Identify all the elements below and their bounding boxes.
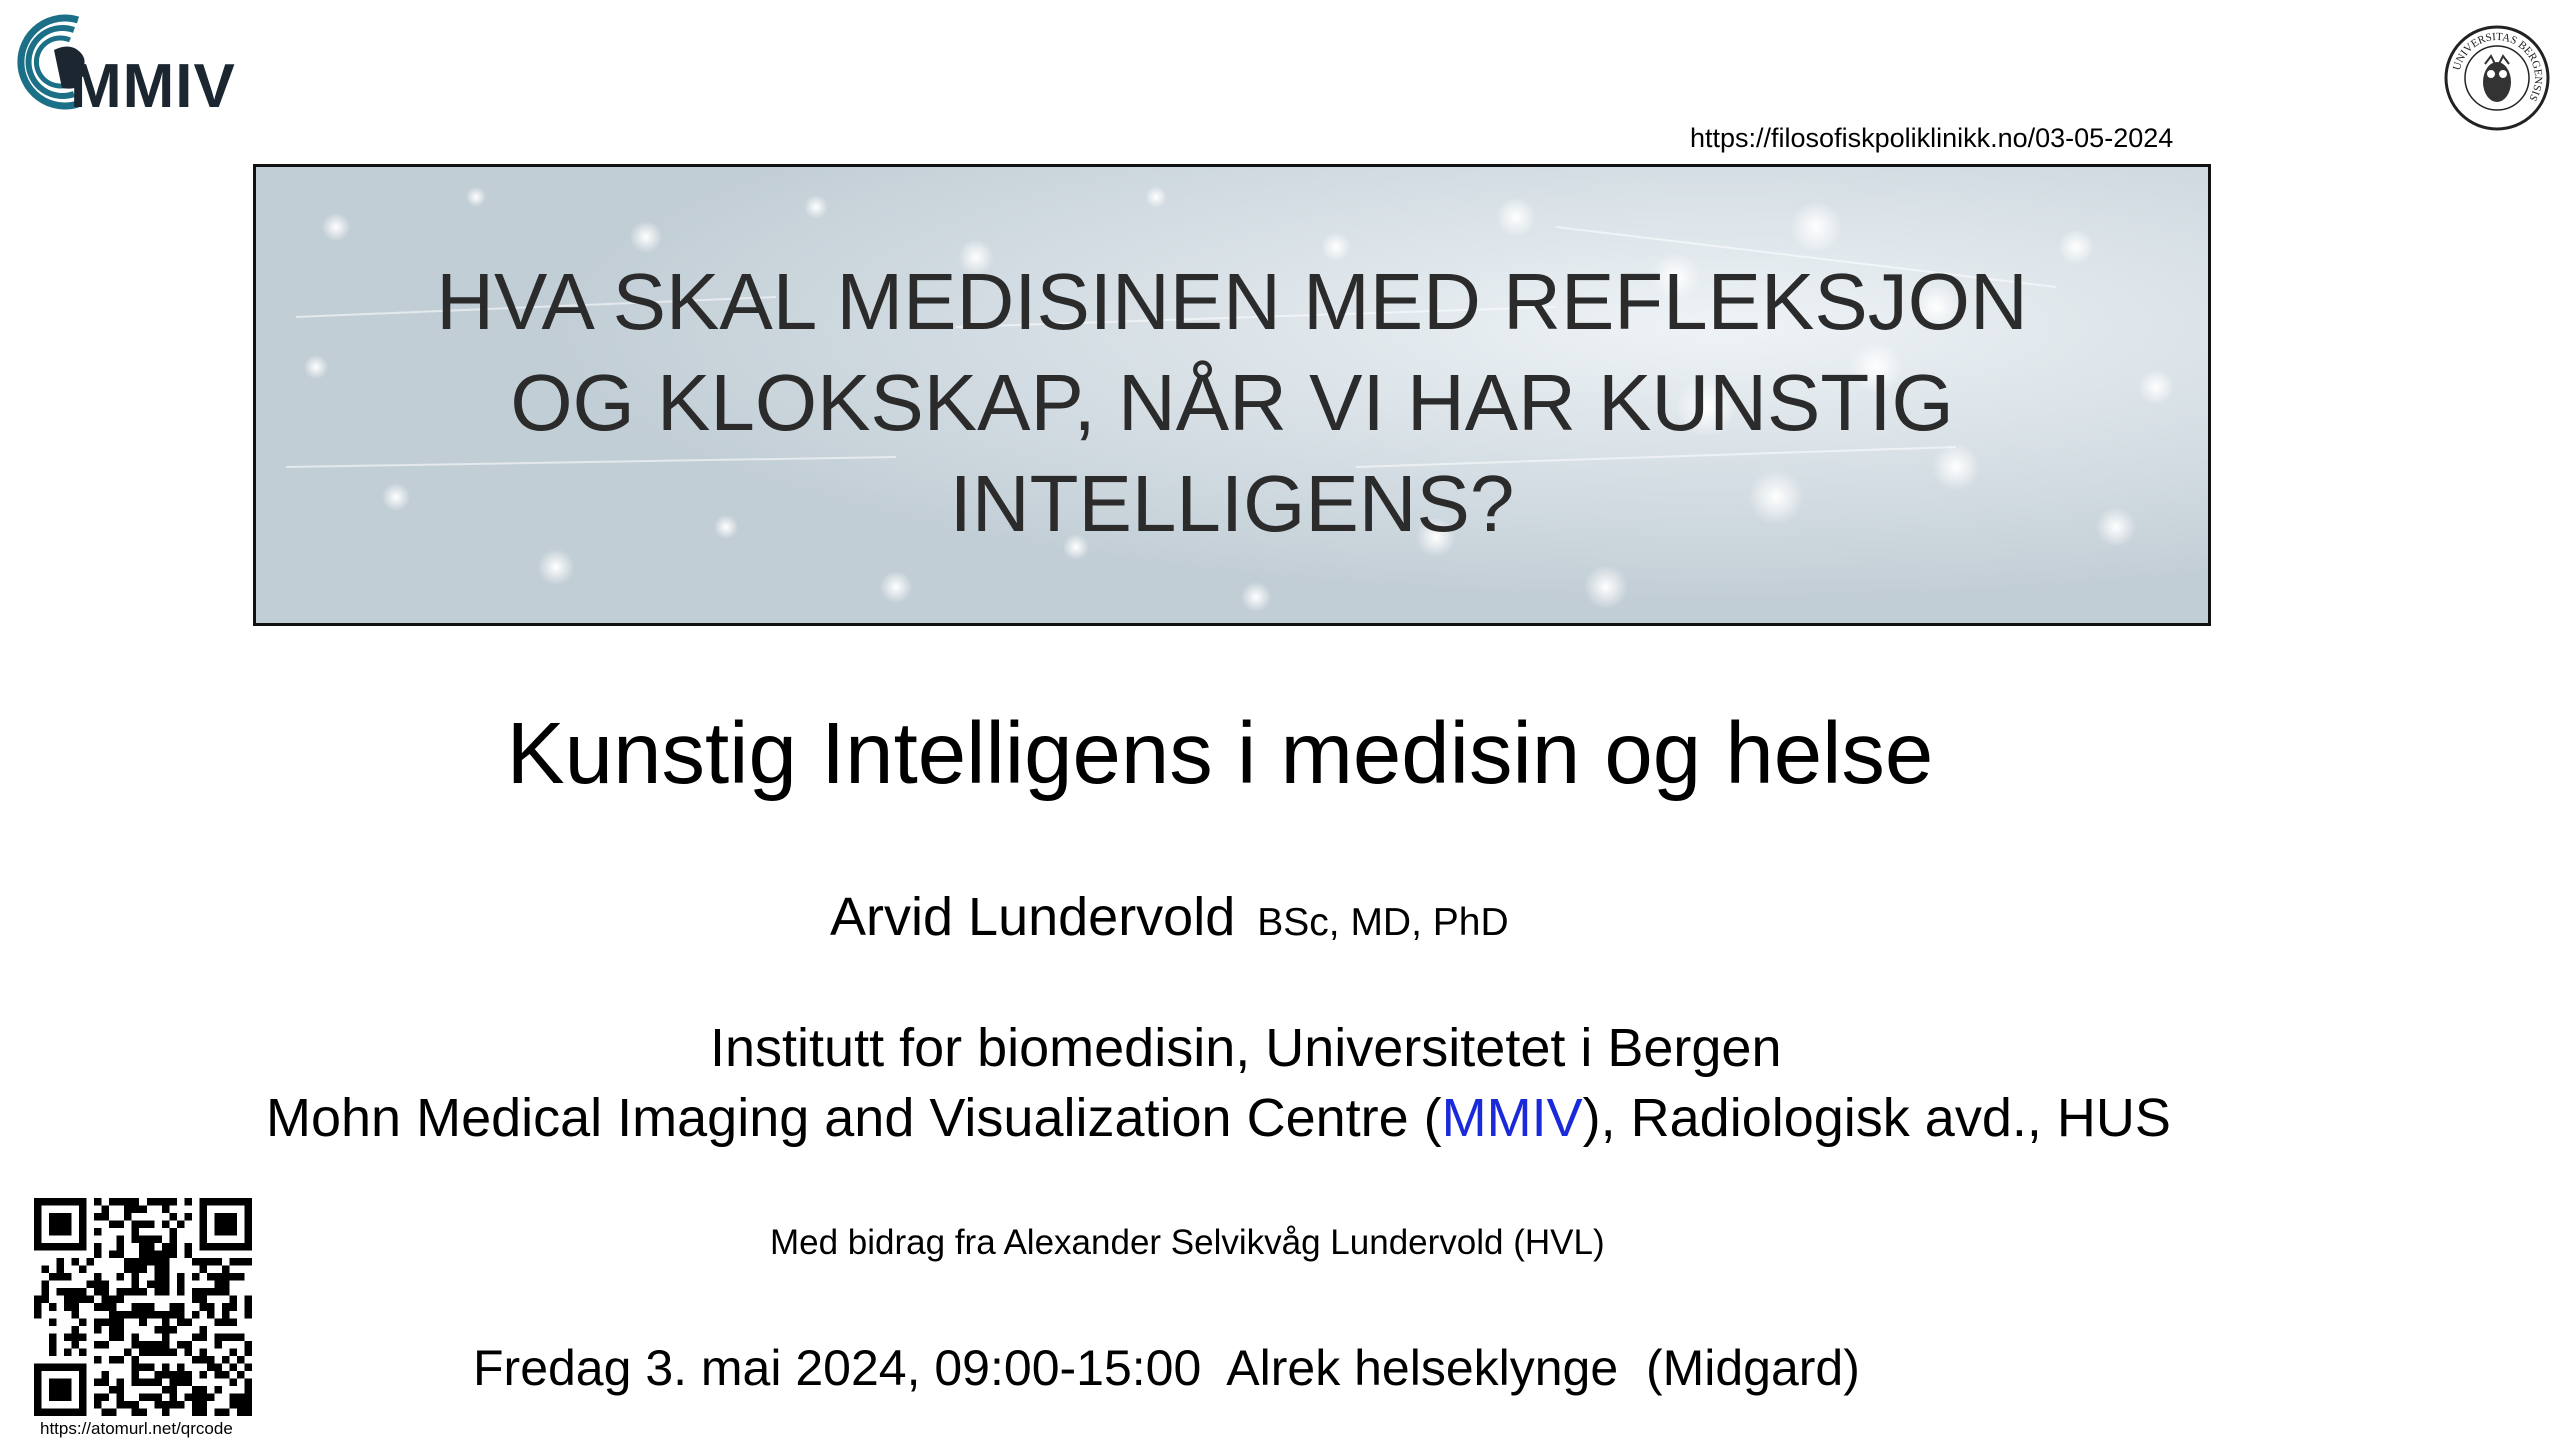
- author-line: [830, 885, 1509, 955]
- qr-url[interactable]: https://atomurl.net/qrcode: [40, 1419, 233, 1438]
- banner-line: INTELLIGENS?: [949, 459, 1515, 548]
- affiliation-suffix: ), Radiologisk avd., HUS: [1582, 1088, 2171, 1148]
- affiliation-line-1: Institutt for biomedisin, Universitetet i Bergen: [710, 1018, 1782, 1078]
- mmiv-logo-text: MMIV: [70, 52, 236, 121]
- contribution-note: Med bidrag fra Alexander Selvikvåg Lundervold (HVL): [770, 1223, 1605, 1262]
- mmiv-logo: [8, 6, 258, 121]
- mmiv-link[interactable]: MMIV: [1441, 1088, 1583, 1148]
- banner-line: HVA SKAL MEDISINEN MED REFLEKSJON: [436, 257, 2028, 346]
- banner-line: OG KLOKSKAP, NÅR VI HAR KUNSTIG: [510, 358, 1954, 447]
- affiliation-prefix: Mohn Medical Imaging and Visualization Centre (: [266, 1088, 1442, 1148]
- event-url[interactable]: https://filosofiskpoliklinikk.no/03-05-2024: [1690, 123, 2174, 153]
- university-of-bergen-seal-icon: [2443, 24, 2551, 132]
- author-degrees: BSc, MD, PhD: [1257, 901, 1509, 944]
- qr-code-icon[interactable]: [34, 1198, 252, 1416]
- svg-text:UNIVERSITAS BERGENSIS: UNIVERSITAS BERGENSIS: [2450, 30, 2545, 104]
- affiliation-line-2: [266, 1086, 2171, 1150]
- title-banner: [253, 164, 2211, 626]
- banner-title: [256, 251, 2208, 554]
- event-date: Fredag 3. mai 2024, 09:00-15:00 Alrek helseklynge (Midgard): [473, 1340, 1860, 1396]
- talk-title: Kunstig Intelligens i medisin og helse: [506, 705, 1934, 802]
- author-name: Arvid Lundervold: [830, 887, 1236, 947]
